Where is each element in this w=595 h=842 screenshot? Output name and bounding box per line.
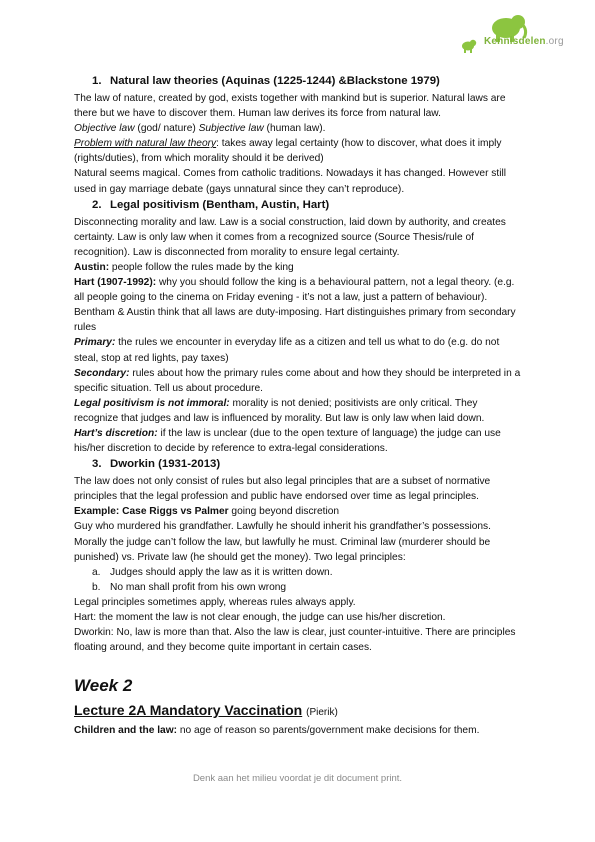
term-text: : takes away legal certainty (how to discover, what does it imply (rights/duties), from which morality should it be derived) <box>74 138 502 165</box>
term-label: Legal positivism is not immoral: <box>74 397 230 409</box>
term-label: Secondary: <box>74 367 130 379</box>
list-marker: b. <box>92 581 101 593</box>
paragraph: Natural seems magical. Comes from catholic traditions. Nowadays it has changed. However still used in gay marriage debate (gays unnatural since they can’t reproduce). <box>74 168 507 195</box>
principles-list <box>74 565 524 595</box>
paragraph: Dworkin: No, law is more than that. Also the law is clear, just counter-intuitive. There are principles floating around, and they become quite important in certain cases. <box>74 627 516 654</box>
section-number: 3. <box>92 458 102 471</box>
lecture-author: (Pierik) <box>306 707 338 719</box>
logo-tld: .org <box>545 36 564 47</box>
term-label: Primary: <box>74 337 116 349</box>
paragraph <box>74 121 524 136</box>
section-1-heading <box>92 73 524 90</box>
page-footer: Denk aan het milieu voordat je dit document print. <box>192 773 403 784</box>
section-title: Legal positivism (Bentham, Austin, Hart) <box>110 198 330 211</box>
term-label: Children and the law: <box>74 725 178 737</box>
section-title: Dworkin (1931-2013) <box>110 458 221 471</box>
week-heading: Week 2 <box>74 676 133 696</box>
term-text: people follow the rules made by the king <box>109 261 294 273</box>
term-text: the rules we encounter in everyday life as a citizen and tell us what to do (e.g. do not steal, stop at red lights, pay taxes) <box>74 337 500 364</box>
paragraph: Disconnecting morality and law. Law is a social construction, laid down by authority, and creates certainty. Law is only law when it comes from a recognized source (Source Thesis/rule of recognition). Law is disconnected from morality to ensure legal certainty. <box>74 216 506 258</box>
list-item <box>74 565 524 580</box>
term-text: going beyond discretion <box>228 506 340 518</box>
paragraph <box>74 723 524 738</box>
section-number: 1. <box>92 75 102 87</box>
paragraph: The law does not only consist of rules but also legal principles that are a subset of normative principles that the legal profession and public have endorsed over time as legal principles. <box>74 476 491 503</box>
logo-wordmark <box>484 36 564 47</box>
term-label: Subjective law <box>198 123 264 135</box>
paragraph <box>74 426 524 456</box>
section-3-heading <box>92 456 524 473</box>
section-2-heading <box>92 197 524 214</box>
term-text: if the law is unclear (due to the open texture of language) the judge can use his/her discretion to decide by reference to extra-legal considerations. <box>74 427 501 455</box>
paragraph: Hart: the moment the law is not clear enough, the judge can use his/her discretion. <box>74 612 446 623</box>
section-title: Natural law theories (Aquinas (1225-1244) &Blackstone 1979) <box>110 75 440 87</box>
section-number: 2. <box>92 198 102 211</box>
list-marker: a. <box>92 566 101 578</box>
term-label: Objective law <box>74 123 135 135</box>
paragraph: Legal principles sometimes apply, whereas rules always apply. <box>74 596 356 608</box>
term-label: Hart’s discretion: <box>74 427 158 439</box>
list-item <box>74 580 524 595</box>
term-label: Hart (1907-1992): <box>74 277 157 289</box>
term-text: why you should follow the king is a behavioural pattern, not a legal theory. (e.g. all people going to the cinema on Friday evening - it’s not a law, just a pattern of behaviour). Bentham & Austin think that all laws are duty-imposing. Hart distinguishes primary from secondary rules <box>74 277 516 334</box>
document-body <box>74 73 524 738</box>
term-text: no age of reason so parents/government make decisions for them. <box>177 725 480 737</box>
paragraph <box>74 366 524 396</box>
term-text: (god/ nature) <box>134 123 199 135</box>
lecture-heading <box>74 701 524 722</box>
list-text: Judges should apply the law as it is written down. <box>110 566 333 578</box>
term-label: Problem with natural law theory <box>74 138 217 150</box>
paragraph <box>74 335 524 365</box>
paragraph <box>74 504 524 519</box>
paragraph <box>74 396 524 426</box>
lecture-title: Lecture 2A Mandatory Vaccination <box>74 702 303 719</box>
paragraph: Guy who murdered his grandfather. Lawfully he should inherit his grandfather’s possessions. Morally the judge can’t follow the law, but lawfully he must. Criminal law (murderer should be punished) vs. Private law (he should get the money). Two legal principles: <box>74 521 491 563</box>
list-text: No man shall profit from his own wrong <box>110 581 287 593</box>
term-label: Example: Case Riggs vs Palmer <box>74 506 229 518</box>
paragraph: The law of nature, created by god, exists together with mankind but is superior. Natural laws are there but we have to discover them. Human law derives its force from natural law. <box>74 93 506 120</box>
logo-brand: Kennisdelen <box>484 36 546 47</box>
term-text: rules about how the primary rules come about and how they should be interpreted in a specific situation. Tell us about procedure. <box>74 367 521 394</box>
term-label: Austin: <box>74 261 110 273</box>
paragraph <box>74 260 524 275</box>
paragraph <box>74 275 524 335</box>
term-text: morality is not denied; positivists are only critical. They recognize that judges and law is influenced by morality. But law is only law when laid down. <box>74 397 485 424</box>
paragraph <box>74 136 524 166</box>
term-text: (human law). <box>263 123 326 135</box>
